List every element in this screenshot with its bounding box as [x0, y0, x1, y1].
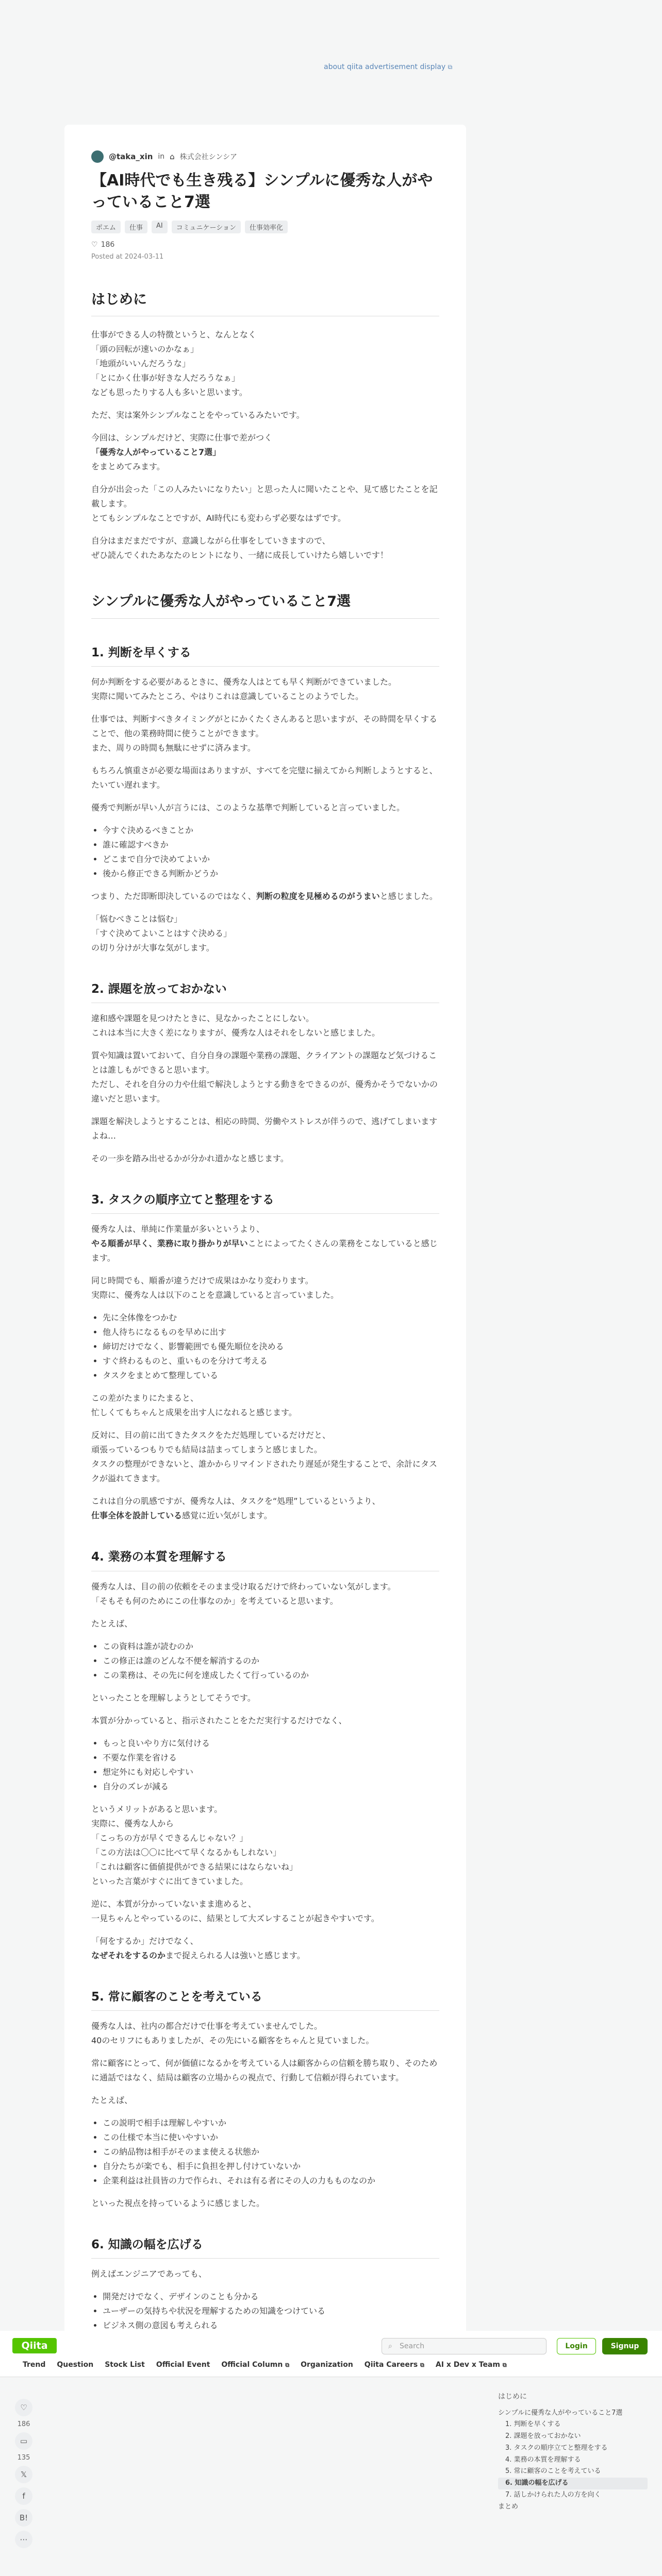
- search-icon: ⌕: [388, 2342, 392, 2350]
- toc-item[interactable]: 1. 判断を早くする: [505, 2420, 561, 2429]
- nav-ai-dev-team[interactable]: AI x Dev x Team ⧉: [435, 2361, 507, 2369]
- list-item: • 自分たちが楽でも、相手に負担を押し付けていないか: [103, 2159, 439, 2174]
- article-body: [91, 287, 439, 2340]
- list-item: • すぐ終わるものと、重いものを分けて考える: [103, 1354, 439, 1368]
- paragraph: といったことを理解しようとしてそうです。: [91, 1692, 256, 1703]
- list-item: • ビジネス側の意図も考えられる: [103, 2318, 439, 2333]
- article-card: [64, 125, 466, 2340]
- paragraph: 自分はまだまだですが、意識しながら仕事をしていきますので、 ぜひ読んでくれたあなたのヒントになり、一緒に成長していけたら嬉しいです！: [91, 536, 389, 561]
- toc-item[interactable]: 4. 業務の本質を理解する: [505, 2455, 581, 2464]
- paragraph: 今回は、シンプルだけど、実際に仕事で差がつく 「優秀な人がやっていること7選」 をまとめてみます。: [91, 433, 272, 472]
- list-item: • 先に全体像をつかむ: [103, 1311, 439, 1325]
- toc-item[interactable]: 3. タスクの順序立てと整理をする: [505, 2444, 608, 2452]
- sticky-header: [0, 2331, 662, 2377]
- likes-summary: ♡ 186: [91, 241, 115, 249]
- list-item: • 自分のズレが減る: [103, 1780, 439, 1794]
- more-icon: ⋯: [20, 2535, 28, 2544]
- ad-disclosure-link[interactable]: about qiita advertisement display ⧉: [324, 63, 453, 71]
- subsection-heading: 4. 業務の本質を理解する: [91, 1547, 439, 1571]
- paragraph: 仕事ができる人の特徴というと、なんとなく 「頭の回転が速いのかなぁ」 「地頭がいいんだろうな」 「とにかく仕事が好きな人だろうなぁ」 なども思ったりする人も多いと思います。: [91, 330, 257, 398]
- org-prefix: in: [158, 152, 165, 161]
- paragraph: つまり、ただ即断即決しているのではなく、判断の粒度を見極めるのがうまいと感じました。: [91, 891, 438, 901]
- paragraph: 例えばエンジニアであっても、: [91, 2269, 207, 2279]
- nav-question[interactable]: Question: [57, 2361, 94, 2369]
- list-item: • この納品物は相手がそのまま使える状態か: [103, 2145, 439, 2159]
- list-item: • この資料は誰が読むのか: [103, 1639, 439, 1654]
- list-item: • 不要な作業を省ける: [103, 1751, 439, 1765]
- paragraph: 仕事では、判断すべきタイミングがとにかくたくさんあると思いますが、その時間を早くすることで、他の業務時間に使うことができます。 また、周りの時間も無駄にせずに済みます。: [91, 714, 438, 753]
- subsection-heading: 1. 判断を早くする: [91, 642, 439, 667]
- list-item: • 他人待ちになるものを早めに出す: [103, 1325, 439, 1340]
- paragraph: といった視点を持っているように感じました。: [91, 2198, 265, 2208]
- bullet-list: [103, 1736, 439, 1794]
- signup-button[interactable]: Signup: [602, 2338, 648, 2354]
- toc-item[interactable]: シンプルに優秀な人がやっていること7選: [498, 2409, 623, 2417]
- paragraph: もちろん慎重さが必要な場面はありますが、すべてを完璧に揃えてから判断しようとすると、たいてい遅れます。: [91, 765, 438, 790]
- bullet-list: [103, 2116, 439, 2188]
- paragraph: 優秀で判断が早い人が言うには、このような基準で判断していると言っていました。: [91, 802, 405, 812]
- toc-item[interactable]: 5. 常に顧客のことを考えている: [505, 2467, 601, 2476]
- paragraph: この差がたまりにたまると、 忙しくてもちゃんと成果を出す人になれると感じます。: [91, 1393, 297, 1418]
- list-item: • タスクをまとめて整理している: [103, 1368, 439, 1383]
- subsection-heading: 6. 知識の幅を広げる: [91, 2234, 439, 2259]
- paragraph: 何か判断をする必要があるときに、優秀な人はとても早く判断ができていました。 実際に聞いてみたところ、やはりこれは意識していることのようでした。: [91, 676, 397, 701]
- nav-official-column[interactable]: Official Column ⧉: [221, 2361, 290, 2369]
- paragraph: たとえば、: [91, 1618, 133, 1629]
- bullet-list: [103, 1311, 439, 1383]
- list-item: • もっと良いやり方に気付ける: [103, 1736, 439, 1751]
- paragraph: 自分が出会った「この人みたいになりたい」と思った人に聞いたことや、見て感じたことを記載します。 とてもシンプルなことですが、AI時代にも変わらず必要なはずです。: [91, 484, 438, 523]
- share-x-button[interactable]: [15, 2466, 32, 2483]
- subsection-heading: 5. 常に顧客のことを考えている: [91, 1987, 439, 2011]
- like-button[interactable]: [15, 2399, 32, 2416]
- tag-list: [91, 221, 439, 233]
- nav-qiita-careers[interactable]: Qiita Careers ⧉: [364, 2361, 424, 2369]
- subsection-heading: 2. 課題を放っておかない: [91, 979, 439, 1003]
- paragraph: 質や知識は置いておいて、自分自身の課題や業務の課題、クライアントの課題など気づけることは誰しもができると思います。 ただし、それを自分の力や仕組で解決しようとする動きをできるのが、優秀かそうでないかの違いだと思います。: [91, 1050, 438, 1104]
- org-link[interactable]: 株式会社シンシア: [179, 153, 237, 161]
- paragraph: 「悩むべきことは悩む」 「すぐ決めてよいことはすぐ決める」 の切り分けが大事な気がします。: [91, 913, 232, 953]
- heart-icon: ♡: [20, 2403, 27, 2412]
- author-row: [91, 150, 439, 163]
- section-heading: はじめに: [91, 287, 439, 316]
- tag[interactable]: 仕事効率化: [245, 221, 288, 233]
- toc-item[interactable]: 2. 課題を放っておかない: [505, 2432, 581, 2440]
- bullet-list: [103, 1639, 439, 1683]
- share-facebook-button[interactable]: [15, 2487, 32, 2505]
- list-item: • この仕様で本当に使いやすいか: [103, 2130, 439, 2145]
- toc-item[interactable]: はじめに: [498, 2393, 527, 2401]
- list-item: • この説明で相手は理解しやすいか: [103, 2116, 439, 2130]
- list-item: • どこまで自分で決めてよいか: [103, 852, 439, 867]
- list-item: • この業務は、その先に何を達成したくて行っているのか: [103, 1668, 439, 1683]
- posted-date: Posted at 2024-03-11: [91, 253, 164, 261]
- list-item: • 開発だけでなく、デザインのことも分かる: [103, 2290, 439, 2304]
- paragraph: 同じ時間でも、順番が違うだけで成果はかなり変わります。 実際に、優秀な人は以下のことを意識していると言っていました。: [91, 1276, 339, 1300]
- global-nav: [23, 2361, 507, 2369]
- list-item: • 企業利益は社員皆の力で作られ、それは有る者にその人の力もものなのか: [103, 2174, 439, 2188]
- paragraph: 常に顧客にとって、何が価値になるかを考えている人は顧客からの信頼を勝ち取り、そのために通話ではなく、結局は顧客の立場からの視点で、行動して信頼が得られています。: [91, 2058, 438, 2082]
- x-icon: 𝕏: [20, 2470, 27, 2479]
- nav-official-event[interactable]: Official Event: [156, 2361, 210, 2369]
- list-item: • 今すぐ決めるべきことか: [103, 823, 439, 838]
- tag[interactable]: ポエム: [91, 221, 121, 233]
- more-button[interactable]: [15, 2531, 32, 2548]
- paragraph: 反対に、目の前に出てきたタスクをただ処理しているだけだと、 頑張っているつもりでも結局は詰まってしまうと感じました。 タスクの整理ができないと、誰かからリマインドされたり遅延が発生することで、余計にタスクが溢れてきます。: [91, 1430, 438, 1484]
- subsection-heading: 3. タスクの順序立てと整理をする: [91, 1190, 439, 1214]
- list-item: • この修正は誰のどんな不便を解消するのか: [103, 1654, 439, 1668]
- toc-item-active[interactable]: 6. 知識の幅を広げる: [498, 2478, 648, 2489]
- qiita-logo[interactable]: Qiita: [12, 2338, 57, 2353]
- nav-trend[interactable]: Trend: [23, 2361, 46, 2369]
- external-link-icon: ⧉: [502, 2362, 507, 2368]
- paragraph: 本質が分かっていると、指示されたことをただ実行するだけでなく、: [91, 1715, 347, 1725]
- paragraph: たとえば、: [91, 2095, 133, 2105]
- hatena-icon: B!: [19, 2513, 28, 2522]
- share-hatena-button[interactable]: [15, 2509, 32, 2527]
- facebook-icon: f: [22, 2492, 25, 2501]
- list-item: • 誰に確認すべきか: [103, 838, 439, 852]
- toc-item[interactable]: まとめ: [498, 2502, 519, 2511]
- folder-icon: ▭: [20, 2436, 28, 2446]
- list-item: • 締切だけでなく、影響範囲でも優先順位を決める: [103, 1340, 439, 1354]
- paragraph: 課題を解決しようとすることは、相応の時間、労働やストレスが伴うので、逃げてしまいますよね…: [91, 1116, 438, 1141]
- search-input[interactable]: ⌕ Search: [382, 2338, 547, 2354]
- paragraph: ただ、実は案外シンプルなことをやっているみたいです。: [91, 410, 305, 420]
- paragraph: これは自分の肌感ですが、優秀な人は、タスクを“処理”しているというより、 仕事全体を設計している感覚に近い気がします。: [91, 1496, 380, 1521]
- nav-organization[interactable]: Organization: [301, 2361, 353, 2369]
- external-link-icon: ⧉: [420, 2362, 424, 2368]
- paragraph: 逆に、本質が分かっていないまま進めると、 一見ちゃんとやっているのに、結果として大ズレすることが起きやすいです。: [91, 1899, 379, 1923]
- tag[interactable]: AI: [152, 221, 168, 233]
- heart-icon: ♡: [91, 241, 98, 249]
- nav-stock-list[interactable]: Stock List: [105, 2361, 145, 2369]
- paragraph: 優秀な人は、単純に作業量が多いというより、 やる順番が早く、業務に取り掛かりが早いことによってたくさんの業務をこなしていると感じます。: [91, 1224, 438, 1263]
- tag[interactable]: コミュニケーション: [172, 221, 241, 233]
- external-link-icon: ⧉: [448, 63, 453, 71]
- paragraph: その一歩を踏み出せるかが分かれ道かなと感じます。: [91, 1154, 289, 1163]
- toc-item[interactable]: 7. 話しかけられた人の方を向く: [505, 2490, 601, 2499]
- paragraph: というメリットがあると思います。 実際に、優秀な人から 「こっちの方が早くできるんじゃない？」 「この方法は〇〇に比べて早くなるかもしれない」 「これは顧客に価値提供ができる結果にはならないね」 といった言葉がすぐに出てきていました。: [91, 1804, 298, 1886]
- section-heading: シンプルに優秀な人がやっていること7選: [91, 589, 439, 618]
- stock-button[interactable]: [15, 2432, 32, 2450]
- table-of-contents: [498, 2391, 648, 2513]
- like-count: 186: [17, 2420, 30, 2428]
- list-item: • 後から修正できる判断かどうか: [103, 867, 439, 881]
- article-title: 【AI時代でも生き残る】シンプルに優秀な人がやっていること7選: [91, 172, 433, 211]
- paragraph: 優秀な人は、社内の都合だけで仕事を考えていませんでした。 40のセリフにもありましたが、その先にいる顧客をちゃんと見ていました。: [91, 2021, 374, 2045]
- external-link-icon: ⧉: [285, 2362, 290, 2368]
- list-item: • ユーザーの気持ちや状況を理解するための知識をつけている: [103, 2304, 439, 2318]
- stock-count: 135: [17, 2454, 30, 2462]
- paragraph: 違和感や課題を見つけたときに、見なかったことにしない。 これは本当に大きく差になりますが、優秀な人はそれをしないと感じました。: [91, 1013, 380, 1038]
- login-button[interactable]: Login: [557, 2338, 596, 2354]
- author-link[interactable]: @taka_xin: [109, 152, 153, 161]
- list-item: • 想定外にも対応しやすい: [103, 1765, 439, 1780]
- paragraph: 「何をするか」だけでなく、 なぜそれをするのかまで捉えられる人は強いと感じます。: [91, 1936, 305, 1960]
- paragraph: 優秀な人は、目の前の依頼をそのまま受け取るだけで終わっていない気がします。 「そもそも何のためにこの仕事なのか」を考えていると思います。: [91, 1581, 396, 1606]
- bullet-list: [103, 823, 439, 881]
- avatar[interactable]: [91, 150, 104, 163]
- org-icon: ⌂: [170, 152, 175, 161]
- article-actions: [13, 2399, 34, 2548]
- tag[interactable]: 仕事: [125, 221, 147, 233]
